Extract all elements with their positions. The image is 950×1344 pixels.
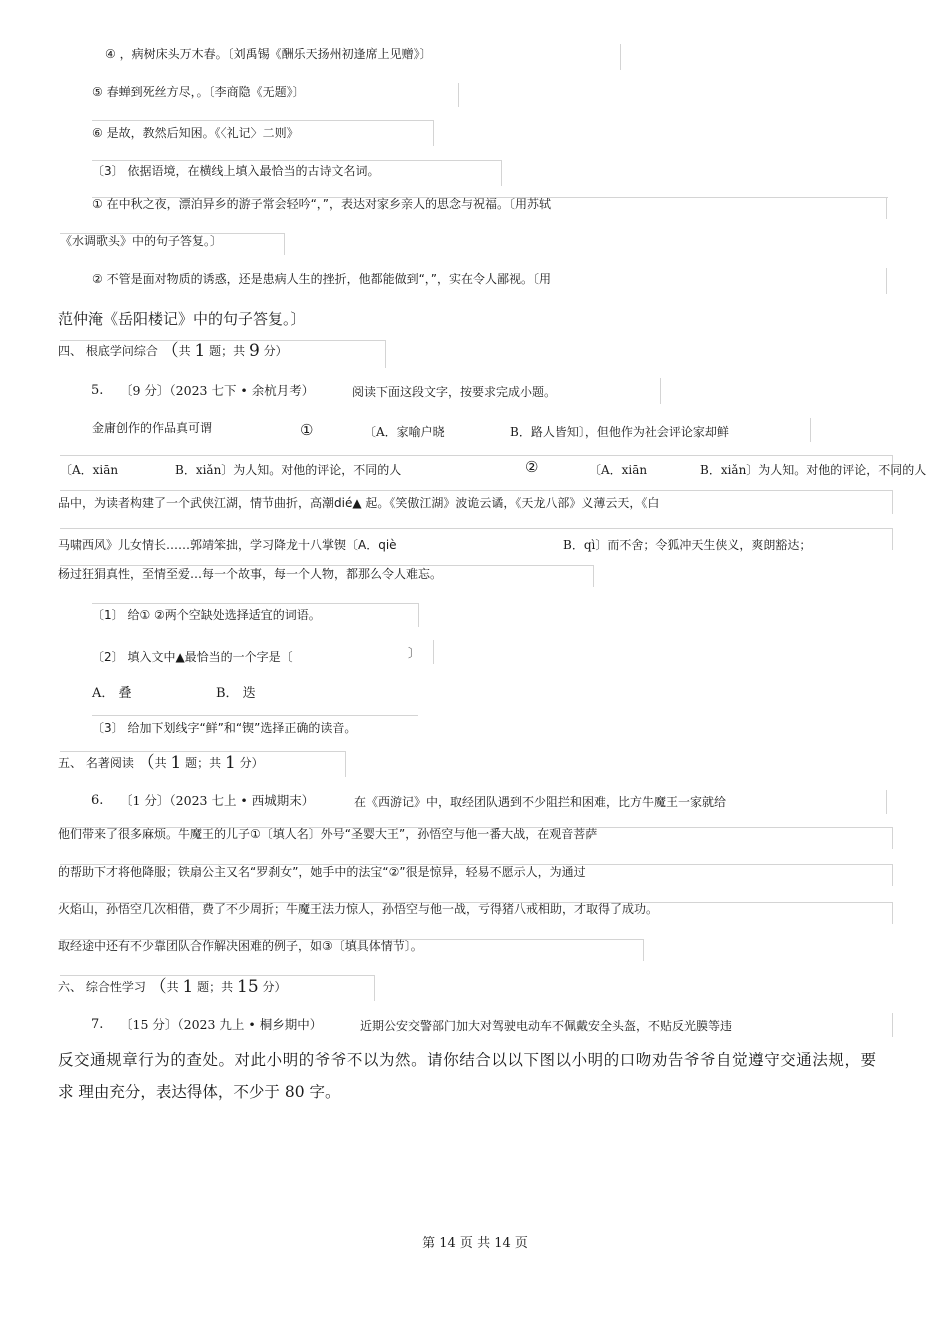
fill-item-1-line-2: 《水调歌头》中的句子答复。〕 [60, 234, 223, 248]
q6-line-3: 火焰山，孙悟空几次相借，费了不少周折；牛魔王法力惊人，孙悟空与他一战，亏得猪八戒相助，才取得了成功。 [58, 902, 659, 916]
count-suffix: 题；共 [197, 980, 234, 994]
passage-line-3: 品中，为读者构建了一个武侠江湖，情节曲折，高潮dié▲ 起。《笑傲江湖》波诡云谲，《天龙八部》义薄云天，《白 [58, 496, 660, 510]
blank-1-option-b: B．路人皆知〕，但他作为社会评论家却鲜 [510, 425, 729, 439]
recite-item-6: ⑥ 是故，教然后知困。《〈礼记〉二则》 [92, 126, 299, 140]
count-prefix: 共 [166, 980, 179, 994]
passage-line-5: 杨过狂狷真性，至情至爱…每一个故事，每一个人物，都那么令人难忘。 [58, 567, 443, 581]
blank-2-marker: ② [525, 458, 539, 476]
section-6-label: 六、 综合性学习 [58, 980, 146, 994]
paren-open: （ [161, 341, 179, 361]
section-4-label: 四、 根底学问综合 [58, 344, 158, 358]
question-6-intro: 在《西游记》中，取经团队遇到不少阻拦和困难，比方牛魔王一家就给 [354, 795, 727, 809]
paren-open: （ [137, 753, 155, 773]
q5-sub-1: 〔1〕 给① ②两个空缺处选择适宜的词语。 [92, 608, 321, 622]
q7-line-1: 反交通规章行为的查处。对此小明的爷爷不以为然。请你结合以以下图以小明的口吻劝告爷爷自觉遵守交通法规，要 [58, 1051, 877, 1069]
count-suffix: 题；共 [209, 344, 246, 358]
sub-question-3: 〔3〕 依据语境，在横线上填入最恰当的古诗文名词。 [92, 164, 380, 178]
question-5-intro: 阅读下面这段文字，按要求完成小题。 [352, 385, 557, 399]
section-points: 9 [249, 341, 260, 361]
q6-line-4: 取经途中还有不少靠团队合作解决困难的例子，如③〔填具体情节〕。 [58, 939, 423, 953]
blank-1-option-a: 〔A．家喻户晓 [364, 425, 445, 439]
section-points: 1 [225, 753, 236, 773]
q7-line-2: 求 理由充分，表达得体，不少于 80 字。 [58, 1083, 341, 1101]
question-count: 1 [194, 341, 206, 361]
passage-line-4a: 马啸西风》儿女情长……郭靖笨拙，学习降龙十八掌锲〔A．qiè [58, 538, 397, 552]
question-7-number: 7. [91, 1017, 104, 1032]
fill-item-2-line-2: 范仲淹《岳阳楼记》中的句子答复。〕 [58, 310, 306, 328]
pinyin-option-b: B．xiǎn〕为人知。对他的评论，不同的人 [175, 463, 402, 477]
blank-2-option-a: 〔A．xiān [589, 463, 648, 477]
blank-2-option-b: B．xiǎn〕为人知。对他的评论，不同的人 [700, 463, 927, 477]
section-5-heading [58, 755, 264, 771]
question-6-number: 6. [91, 793, 104, 808]
q5-sub-2-option-b: B． 迭 [216, 686, 256, 701]
section-5-label: 五、 名著阅读 [58, 756, 134, 770]
count-suffix: 题；共 [185, 756, 222, 770]
page-footer: 第 14 页 共 14 页 [422, 1236, 528, 1251]
recite-item-5: ⑤ 春蝉到死丝方尽，。〔李商隐《无题》〕 [92, 85, 305, 99]
fill-item-1-line-1: ① 在中秋之夜，漂泊异乡的游子常会轻吟“，”，表达对家乡亲人的思念与祝福。〔用苏轼 [92, 197, 552, 211]
q5-sub-2-close: 〕 [408, 646, 421, 660]
question-count: 1 [182, 977, 194, 997]
question-7-intro: 近期公安交警部门加大对驾驶电动车不佩戴安全头盔，不贴反光膜等违 [360, 1019, 733, 1033]
section-4-heading [58, 343, 288, 359]
pinyin-option-a: 〔A．xiān [60, 463, 119, 477]
recite-item-4: ④ ，病树床头万木春。〔刘禹锡《酬乐天扬州初逢席上见赠》〕 [105, 47, 432, 61]
section-6-heading [58, 979, 286, 995]
fill-item-2-line-1: ② 不管是面对物质的诱惑，还是患病人生的挫折，他都能做到“，”，实在令人鄙视。〔用 [92, 272, 552, 286]
section-points: 15 [237, 977, 259, 997]
count-prefix: 共 [154, 756, 167, 770]
q6-line-1: 他们带来了很多麻烦。牛魔王的儿子①〔填人名〕外号“圣婴大王”，孙悟空与他一番大战，在观音菩萨 [58, 827, 598, 841]
passage-line-4b: B．qì〕而不舍；令狐冲天生侠义，爽朗豁达； [563, 538, 812, 552]
blank-1-marker: ① [300, 421, 314, 439]
q5-sub-3: 〔3〕 给加下划线字“鲜”和“锲”选择正确的读音。 [92, 721, 357, 735]
question-6-meta: 〔1 分〕（2023 七上 • 西城期末） [120, 793, 315, 808]
points-suffix: 分） [262, 980, 287, 994]
passage-line-1a: 金庸创作的作品真可谓 [92, 421, 213, 435]
points-suffix: 分） [263, 344, 288, 358]
q6-line-2: 的帮助下才将他降服；铁扇公主又名“罗刹女”，她手中的法宝“②”很是惊异，轻易不愿示人，为通过 [58, 865, 586, 879]
question-5-number: 5. [91, 383, 104, 398]
points-suffix: 分） [239, 756, 264, 770]
q5-sub-2-option-a: A． 叠 [92, 686, 132, 701]
question-5-meta: 〔9 分〕（2023 七下 • 余杭月考） [120, 383, 315, 398]
question-count: 1 [170, 753, 182, 773]
question-7-meta: 〔15 分〕（2023 九上 • 桐乡期中） [120, 1017, 323, 1032]
count-prefix: 共 [178, 344, 191, 358]
q5-sub-2: 〔2〕 填入文中▲最恰当的一个字是〔 [92, 650, 293, 664]
paren-open: （ [149, 977, 167, 997]
